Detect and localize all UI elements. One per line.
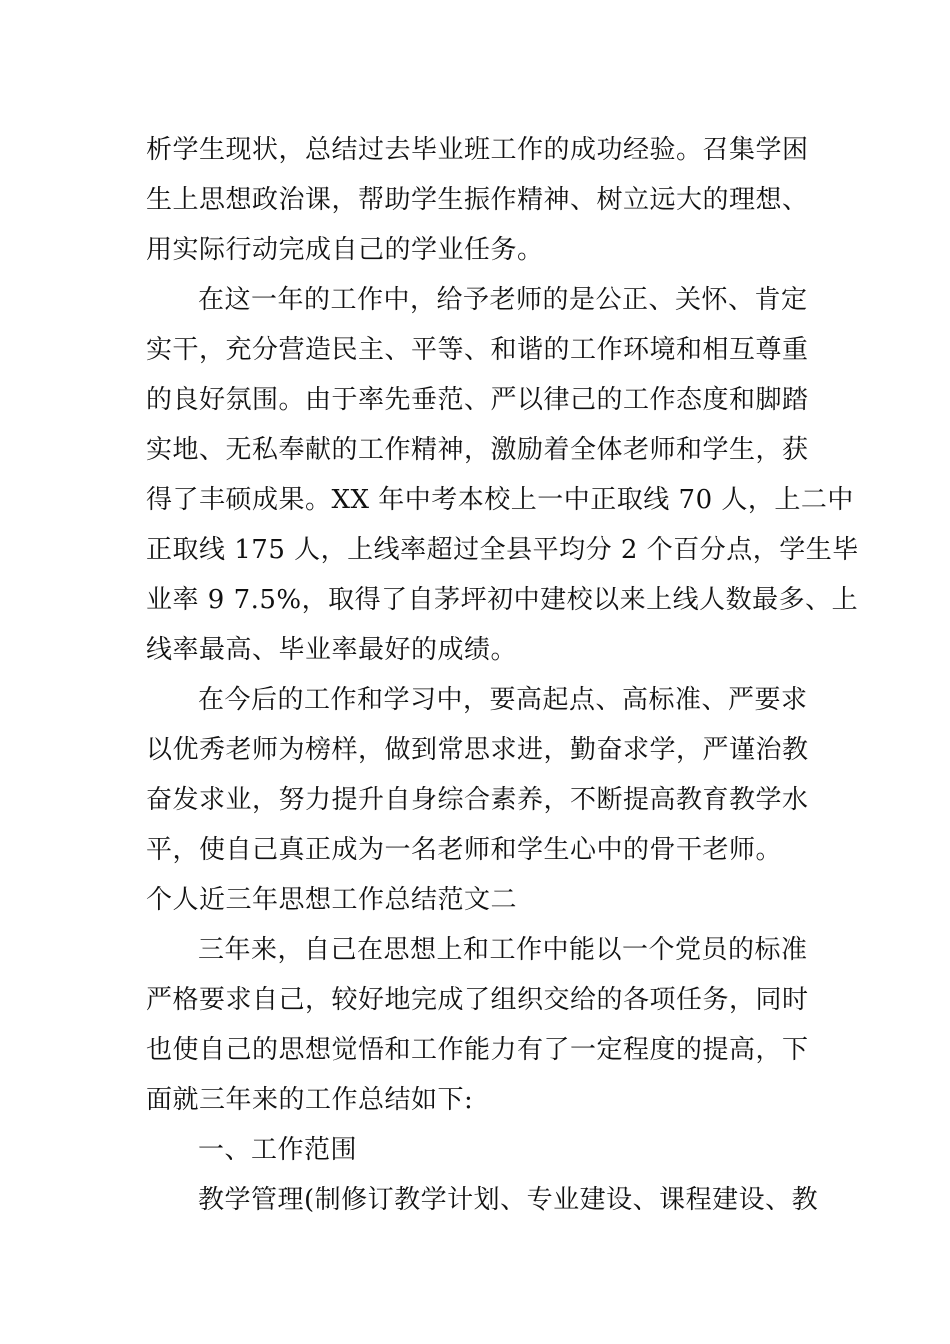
- text-line: 正取线 175 人，上线率超过全县平均分 2 个百分点，学生毕: [146, 535, 859, 565]
- paragraph-start-line: 在这一年的工作中，给予老师的是公正、关怀、肯定: [198, 285, 808, 315]
- text-line: 面就三年来的工作总结如下:: [146, 1085, 474, 1115]
- text-line: 以优秀老师为榜样，做到常思求进，勤奋求学，严谨治教: [146, 735, 809, 765]
- text-line: 平，使自己真正成为一名老师和学生心中的骨干老师。: [146, 835, 783, 865]
- text-line: 实干，充分营造民主、平等、和谐的工作环境和相互尊重: [146, 335, 809, 365]
- text-line: 得了丰硕成果。XX 年中考本校上一中正取线 70 人，上二中: [146, 485, 854, 515]
- text-line: 业率 9 7.5%，取得了自茅坪初中建校以来上线人数最多、上: [146, 585, 859, 615]
- text-line: 也使自己的思想觉悟和工作能力有了一定程度的提高，下: [146, 1035, 809, 1065]
- paragraph-start-line: 三年来，自己在思想上和工作中能以一个党员的标准: [198, 935, 808, 965]
- text-line: 析学生现状，总结过去毕业班工作的成功经验。召集学困: [146, 135, 809, 165]
- paragraph-start-line: 教学管理(制修订教学计划、专业建设、课程建设、教: [198, 1185, 819, 1215]
- text-line: 的良好氛围。由于率先垂范、严以律己的工作态度和脚踏: [146, 385, 809, 415]
- paragraph-start-line: 在今后的工作和学习中，要高起点、高标准、严要求: [198, 685, 808, 715]
- text-line: 用实际行动完成自己的学业任务。: [146, 235, 544, 265]
- text-line: 严格要求自己，较好地完成了组织交给的各项任务，同时: [146, 985, 809, 1015]
- subsection-heading: 一、工作范围: [198, 1135, 358, 1165]
- section-heading: 个人近三年思想工作总结范文二: [146, 885, 518, 915]
- text-line: 奋发求业，努力提升自身综合素养，不断提高教育教学水: [146, 785, 809, 815]
- text-line: 线率最高、毕业率最好的成绩。: [146, 635, 518, 665]
- text-line: 生上思想政治课，帮助学生振作精神、树立远大的理想、: [146, 185, 809, 215]
- text-line: 实地、无私奉献的工作精神，激励着全体老师和学生，获: [146, 435, 809, 465]
